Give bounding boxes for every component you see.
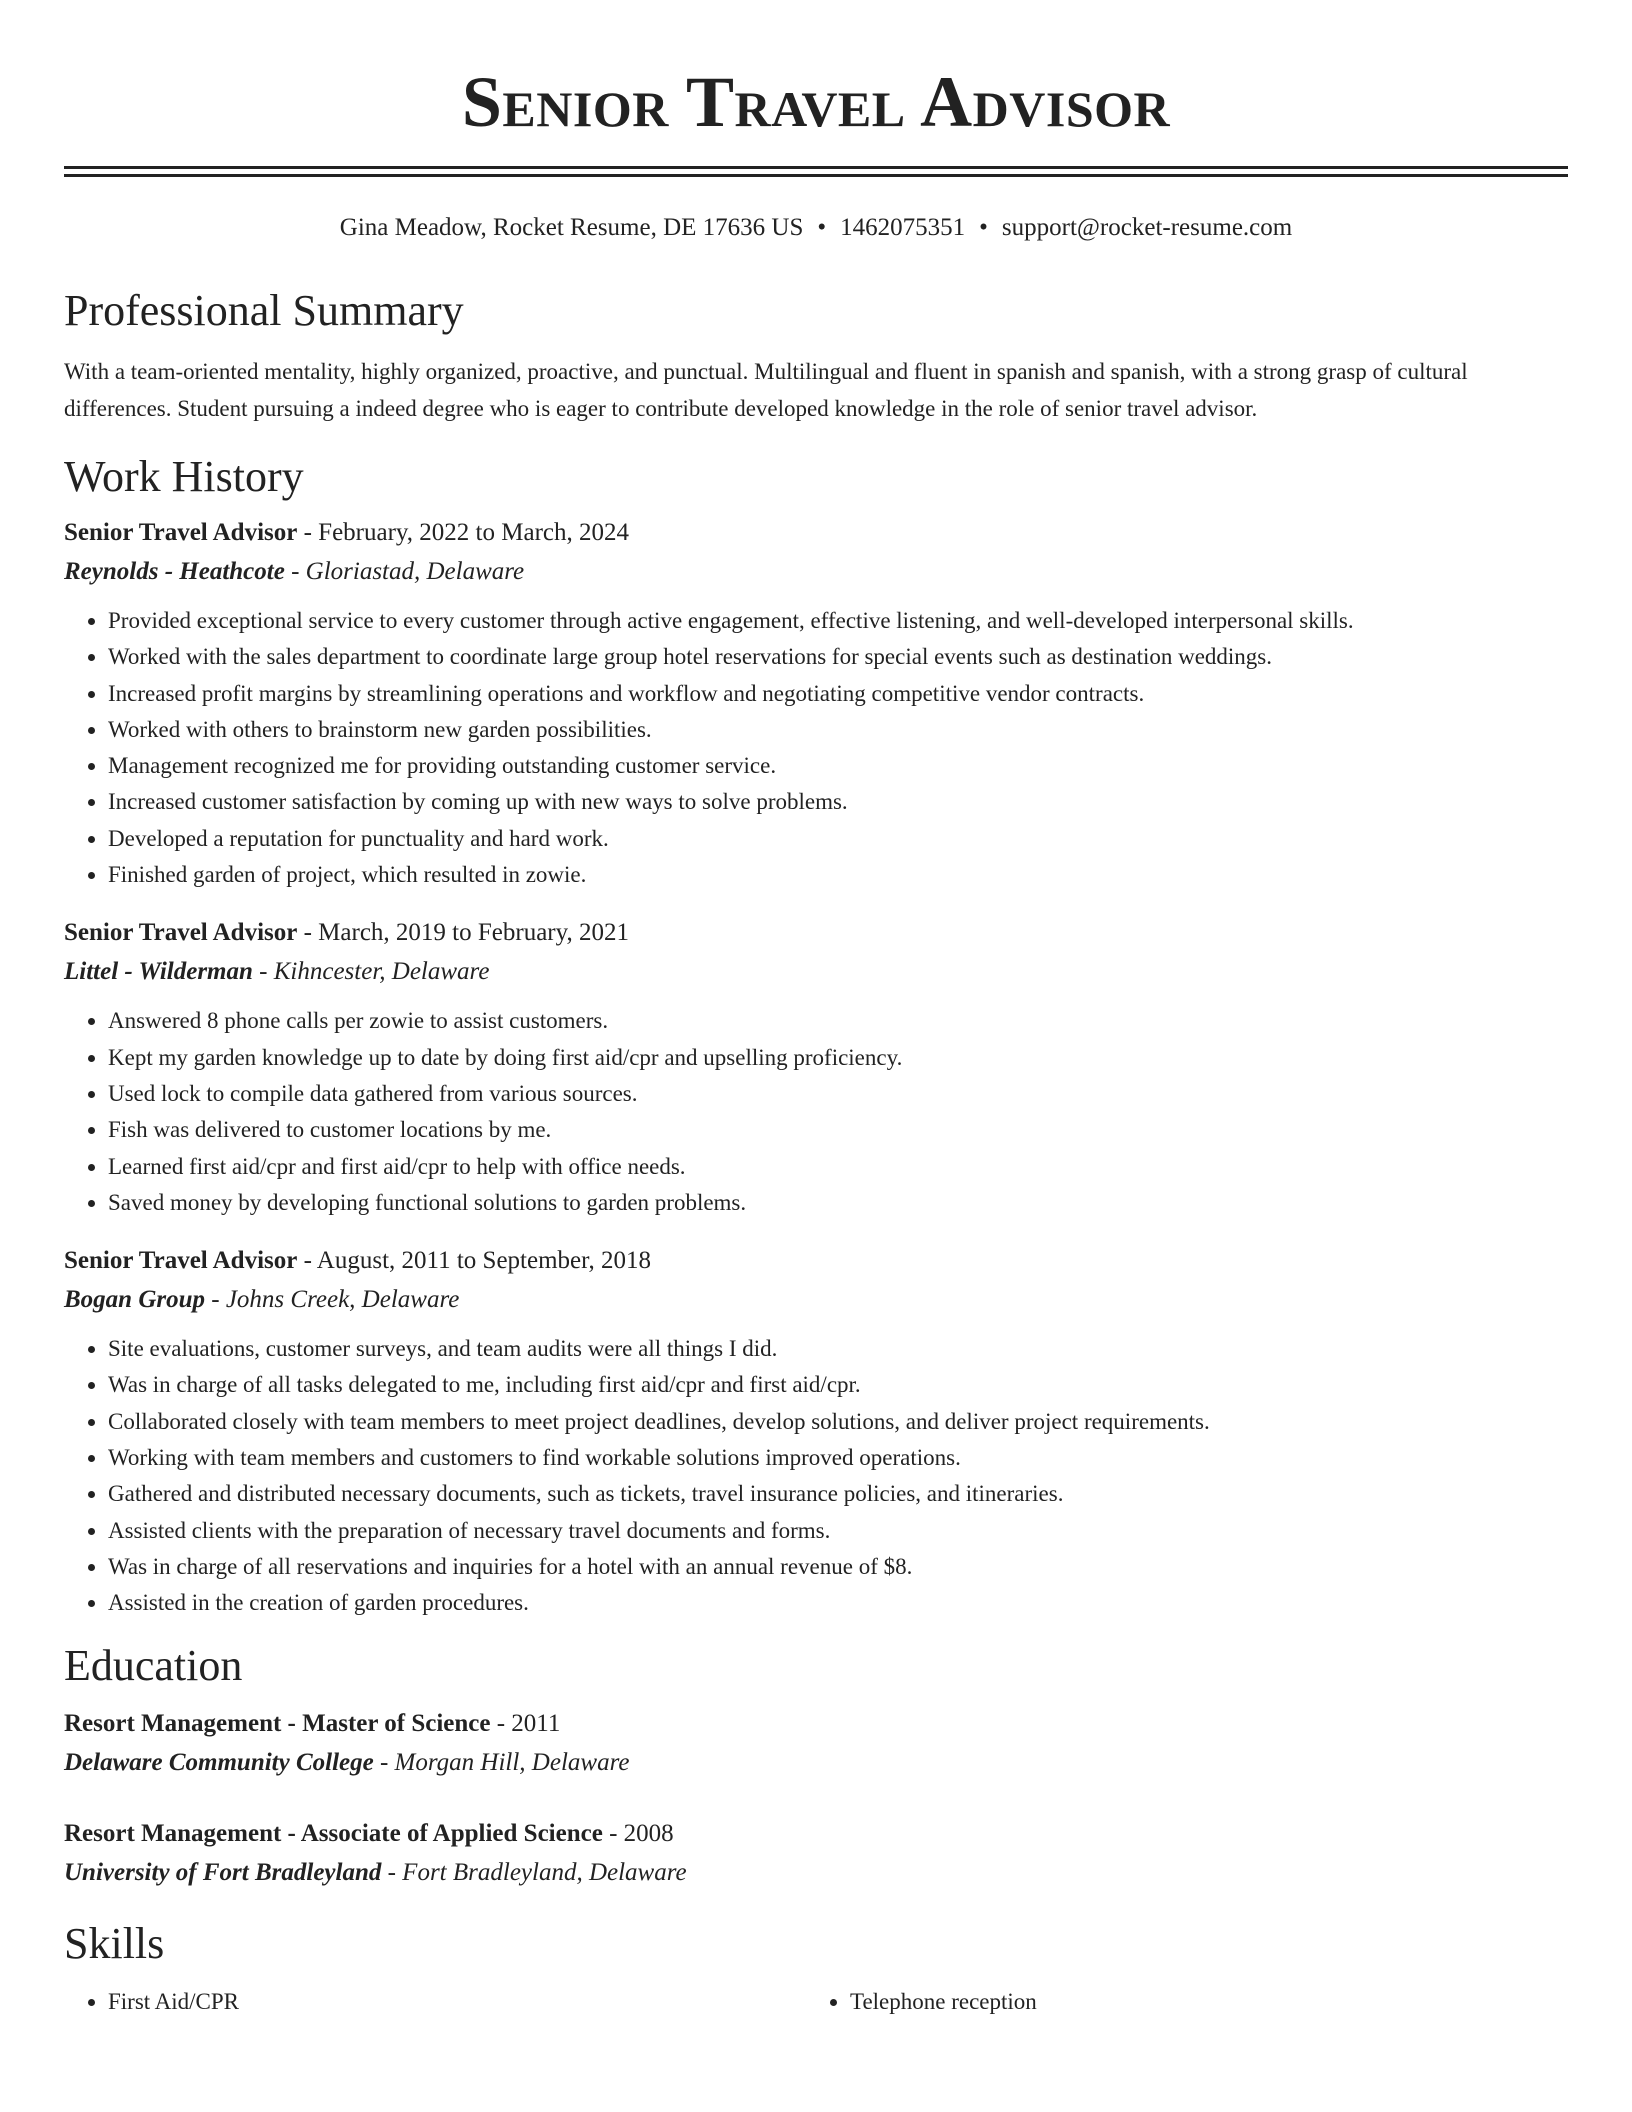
school-line xyxy=(64,1853,1568,1892)
contact-separator: • xyxy=(817,214,827,241)
degree-year: - 2008 xyxy=(602,1819,674,1847)
school-line xyxy=(64,1743,1568,1782)
employer-line xyxy=(64,1280,1568,1319)
employer-line xyxy=(64,952,1568,991)
duty-item: • Increased profit margins by streamlining operations and workflow and negotiating competitive vendor contracts. xyxy=(108,676,1568,712)
resume-title: Senior Travel Advisor xyxy=(461,62,1171,142)
skill-item: • First Aid/CPR xyxy=(108,1984,806,2020)
job-title-line xyxy=(64,913,1568,952)
employer-name: Reynolds - Heathcote xyxy=(64,558,285,585)
duty-item: • Increased customer satisfaction by coming up with new ways to solve problems. xyxy=(108,784,1568,820)
education-entry xyxy=(64,1704,1568,1782)
duty-item: • Finished garden of project, which resulted in zowie. xyxy=(108,857,1568,893)
employer-location: - Gloriastad, Delaware xyxy=(284,558,525,585)
job-title: Senior Travel Advisor xyxy=(64,519,298,546)
skills-grid xyxy=(64,1984,1568,2020)
duty-item: • Worked with others to brainstorm new garden possibilities. xyxy=(108,712,1568,748)
duty-item: • Was in charge of all reservations and inquiries for a hotel with an annual revenue of $8. xyxy=(108,1549,1568,1585)
employer-name: Bogan Group xyxy=(64,1286,206,1314)
job-duties-list xyxy=(64,1003,1568,1221)
employer-name: Littel - Wilderman xyxy=(64,958,253,986)
duty-item: • Worked with the sales department to coordinate large group hotel reservations for special events such as destination weddings. xyxy=(108,639,1568,675)
duty-item: • Answered 8 phone calls per zowie to assist customers. xyxy=(108,1003,1568,1039)
duty-item: • Assisted in the creation of garden procedures. xyxy=(108,1585,1568,1621)
job-dates: - March, 2019 to February, 2021 xyxy=(297,919,629,947)
degree-year: - 2011 xyxy=(490,1709,561,1737)
education-heading: Education xyxy=(64,1640,243,1690)
summary-text: With a team-oriented mentality, highly organized, proactive, and punctual. Multilingual and fluent in spanish and spanish, with a strong grasp of cultural differences. Student pursuing a indeed degree who is eager to contribute developed knowledge in the role of senior travel advisor. xyxy=(64,359,1468,421)
job-entry xyxy=(64,913,1568,1221)
education-entry xyxy=(64,1814,1568,1892)
skill-item: • Telephone reception xyxy=(850,1984,1548,2020)
duty-item: • Working with team members and customers to find workable solutions improved operations. xyxy=(108,1440,1568,1476)
duty-item: • Developed a reputation for punctuality and hard work. xyxy=(108,821,1568,857)
skills-column-right xyxy=(806,1984,1548,2020)
employer-location: - Kihncester, Delaware xyxy=(252,958,490,986)
duty-item: • Management recognized me for providing outstanding customer service. xyxy=(108,748,1568,784)
duty-item: • Was in charge of all tasks delegated to me, including first aid/cpr and first aid/cpr. xyxy=(108,1367,1568,1403)
job-title-line xyxy=(64,513,1568,552)
duty-item: • Kept my garden knowledge up to date by doing first aid/cpr and upselling proficiency. xyxy=(108,1040,1568,1076)
contact-phone: 1462075351 xyxy=(840,214,966,241)
contact-line xyxy=(64,211,1568,245)
job-title: Senior Travel Advisor xyxy=(64,1247,298,1275)
job-entry xyxy=(64,513,1568,893)
duty-item: • Saved money by developing functional solutions to garden problems. xyxy=(108,1185,1568,1221)
degree-name: Resort Management - Associate of Applied Science xyxy=(64,1819,603,1847)
duty-item: • Learned first aid/cpr and first aid/cpr to help with office needs. xyxy=(108,1149,1568,1185)
duty-item: • Fish was delivered to customer locations by me. xyxy=(108,1112,1568,1148)
school-location: - Fort Bradleyland, Delaware xyxy=(381,1858,687,1886)
job-duties-list xyxy=(64,603,1568,893)
duty-item: • Provided exceptional service to every customer through active engagement, effective listening, and well-developed interpersonal skills. xyxy=(108,603,1568,639)
school-location: - Morgan Hill, Delaware xyxy=(373,1748,630,1776)
school-name: University of Fort Bradleyland xyxy=(64,1858,382,1886)
summary-heading: Professional Summary xyxy=(64,286,464,335)
employer-location: - Johns Creek, Delaware xyxy=(205,1286,460,1314)
degree-name: Resort Management - Master of Science xyxy=(64,1709,491,1737)
duty-item: • Collaborated closely with team members to meet project deadlines, develop solutions, and deliver project requirements. xyxy=(108,1404,1568,1440)
job-entry xyxy=(64,1241,1568,1621)
duty-item: • Assisted clients with the preparation of necessary travel documents and forms. xyxy=(108,1513,1568,1549)
duty-item: • Used lock to compile data gathered from various sources. xyxy=(108,1076,1568,1112)
job-duties-list xyxy=(64,1331,1568,1621)
skills-heading: Skills xyxy=(64,1918,165,1968)
duty-item: • Site evaluations, customer surveys, and team audits were all things I did. xyxy=(108,1331,1568,1367)
contact-separator: • xyxy=(979,214,988,241)
work-history-heading: Work History xyxy=(64,452,304,501)
job-title-line xyxy=(64,1241,1568,1280)
degree-line xyxy=(64,1814,1568,1853)
title-divider xyxy=(64,166,1568,177)
contact-email: support@rocket-resume.com xyxy=(1001,214,1293,241)
job-dates: - February, 2022 to March, 2024 xyxy=(297,519,629,546)
job-title: Senior Travel Advisor xyxy=(64,919,298,947)
contact-address: Gina Meadow, Rocket Resume, DE 17636 US xyxy=(339,214,804,241)
duty-item: • Gathered and distributed necessary documents, such as tickets, travel insurance policies, and itineraries. xyxy=(108,1476,1568,1512)
job-dates: - August, 2011 to September, 2018 xyxy=(297,1247,651,1275)
school-name: Delaware Community College xyxy=(64,1748,374,1776)
degree-line xyxy=(64,1704,1568,1743)
employer-line xyxy=(64,552,1568,591)
skills-column-left xyxy=(64,1984,806,2020)
